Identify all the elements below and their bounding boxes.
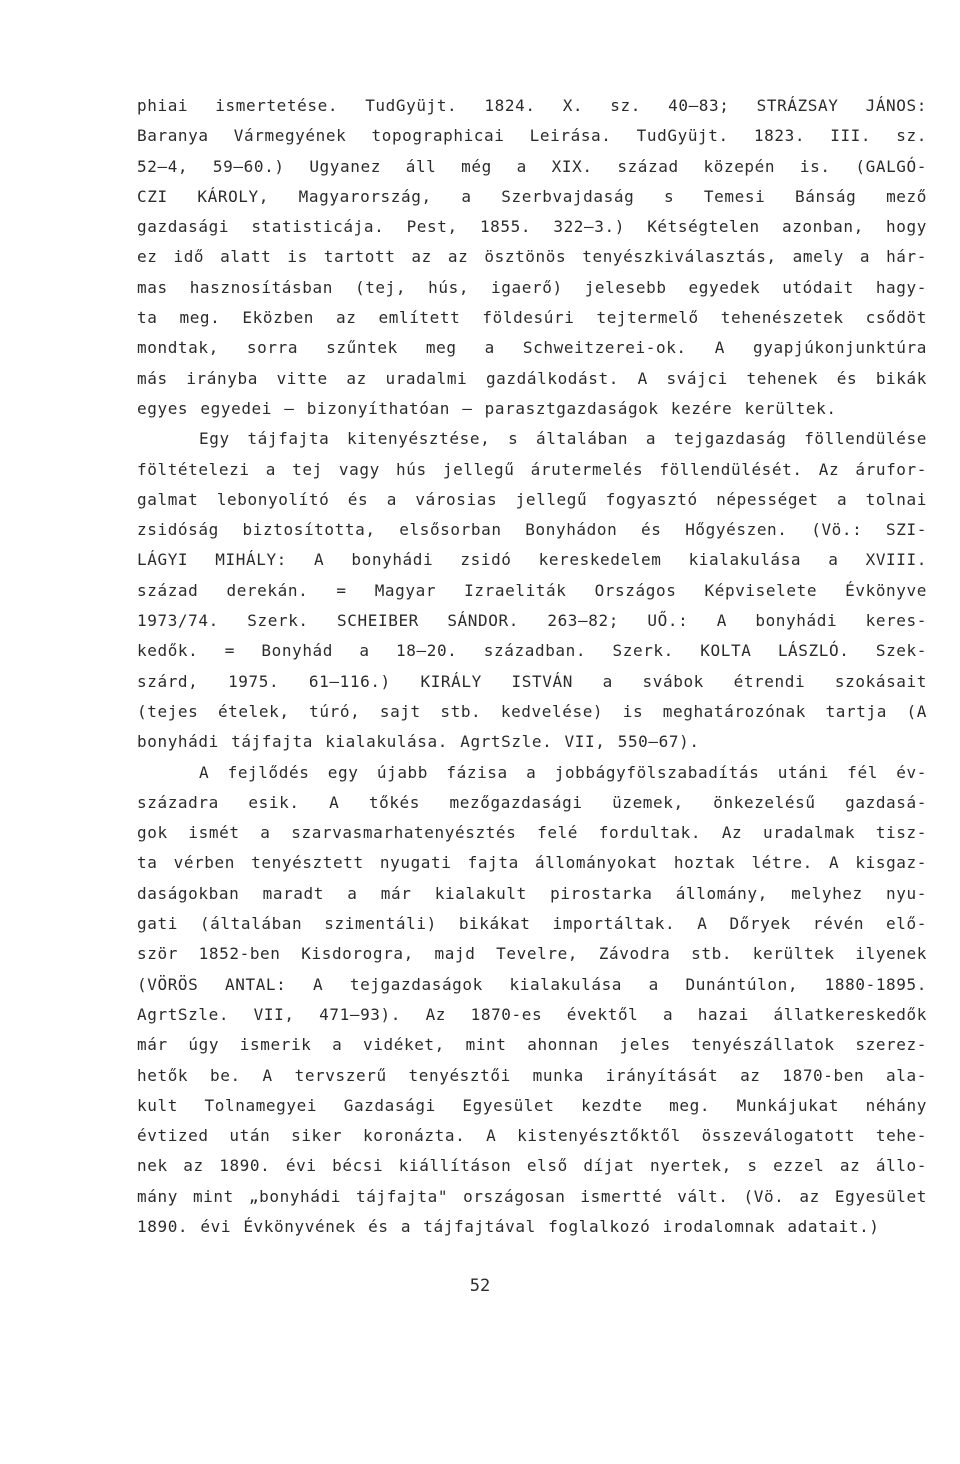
text-line: ta meg. Eközben az említett földesúri tejtermelő tehenészetek csődöt <box>137 308 927 328</box>
text-line: ez idő alatt is tartott az az ösztönös tenyészkiválasztás, amely a hár- <box>137 247 927 267</box>
text-line: daságokban maradt a már kialakult pirostarka állomány, melyhez nyu- <box>137 883 927 903</box>
text-line: A fejlődés egy újabb fázisa a jobbágyfölszabadítás utáni fél év- <box>199 762 927 782</box>
text-line: nek az 1890. évi bécsi kiállításon első díjat nyertek, s ezzel az állo- <box>137 1156 927 1176</box>
text-line: mas hasznosításban (tej, hús, igaerő) jelesebb egyedek utódait hagy- <box>137 277 927 297</box>
text-line: Egy tájfajta kitenyésztése, s általában a tejgazdaság föllendülése <box>199 429 927 449</box>
text-line: Baranya Vármegyének topographicai Leirása. TudGyüjt. 1823. III. sz. <box>137 126 927 146</box>
text-line: század derekán. = Magyar Izraeliták Országos Képviselete Évkönyve <box>137 580 927 600</box>
text-line: egyes egyedei — bizonyíthatóan — parasztgazdaságok kezére kerültek. <box>137 398 837 418</box>
text-line: 1973/74. Szerk. SCHEIBER SÁNDOR. 263—82; UŐ.: A bonyhádi keres- <box>137 611 927 631</box>
text-line: föltételezi a tej vagy hús jellegű árutermelés föllendülését. Az árufor- <box>137 459 927 479</box>
text-line: szárd, 1975. 61—116.) KIRÁLY ISTVÁN a svábok étrendi szokásait <box>137 671 927 691</box>
text-line: gati (általában szimentáli) bikákat importáltak. A Dőryek révén elő- <box>137 914 927 934</box>
text-line: más irányba vitte az uradalmi gazdálkodást. A svájci tehenek és bikák <box>137 368 927 388</box>
text-line: LÁGYI MIHÁLY: A bonyhádi zsidó kereskedelem kialakulása a XVIII. <box>137 550 927 570</box>
text-line: AgrtSzle. VII, 471—93). Az 1870-es évektől a hazai állatkereskedők <box>137 1004 927 1024</box>
text-line: gok ismét a szarvasmarhatenyésztés felé fordultak. Az uradalmak tisz- <box>137 823 927 843</box>
text-line: bonyhádi tájfajta kialakulása. AgrtSzle. VII, 550—67). <box>137 732 700 752</box>
text-line: zsidóság biztosította, elsősorban Bonyhádon és Hőgyészen. (Vö.: SZI- <box>137 520 927 540</box>
body-text <box>137 91 927 1242</box>
text-line: kult Tolnamegyei Gazdasági Egyesület kezdte meg. Munkájukat néhány <box>137 1095 927 1115</box>
text-line: phiai ismertetése. TudGyüjt. 1824. X. sz. 40—83; STRÁZSAY JÁNOS: <box>137 96 927 115</box>
text-line: 52—4, 59—60.) Ugyanez áll még a XIX. század közepén is. (GALGÓ- <box>137 156 927 176</box>
text-line: gazdasági statisticája. Pest, 1855. 322—3.) Kétségtelen azonban, hogy <box>137 217 927 237</box>
text-line: 1890. évi Évkönyvének és a tájfajtával foglalkozó irodalomnak adatait.) <box>137 1216 880 1236</box>
text-line: ta vérben tenyésztett nyugati fajta állományokat hoztak létre. A kisgaz- <box>137 853 927 873</box>
text-line: (tejes ételek, túró, sajt stb. kedvelése) is meghatározónak tartja (A <box>137 701 927 721</box>
text-line: galmat lebonyolító és a városias jellegű fogyasztó népességet a tolnai <box>137 489 927 509</box>
text-line: már úgy ismerik a vidéket, mint ahonnan jeles tenyészállatok szerez- <box>137 1035 927 1055</box>
text-line: ször 1852-ben Kisdorogra, majd Tevelre, Závodra stb. kerültek ilyenek <box>137 944 927 964</box>
text-line: (VÖRÖS ANTAL: A tejgazdaságok kialakulása a Dunántúlon, 1880-1895. <box>137 974 927 994</box>
page-number: 52 <box>469 1276 491 1296</box>
text-line: CZI KÁROLY, Magyarország, a Szerbvajdaság s Temesi Bánság mező <box>137 186 927 206</box>
text-line: hetők be. A tervszerű tenyésztői munka irányítását az 1870-ben ala- <box>137 1065 927 1085</box>
text-line: évtized után siker koronázta. A kistenyésztőktől összeválogatott tehe- <box>137 1126 927 1146</box>
text-line: századra esik. A tőkés mezőgazdasági üzemek, önkezelésű gazdasá- <box>137 792 927 812</box>
text-line: mány mint „bonyhádi tájfajta" országosan ismertté vált. (Vö. az Egyesület <box>137 1186 927 1206</box>
text-line: kedők. = Bonyhád a 18—20. században. Szerk. KOLTA LÁSZLÓ. Szek- <box>137 641 927 661</box>
text-line: mondtak, sorra szűntek meg a Schweitzerei-ok. A gyapjúkonjunktúra <box>137 338 927 358</box>
